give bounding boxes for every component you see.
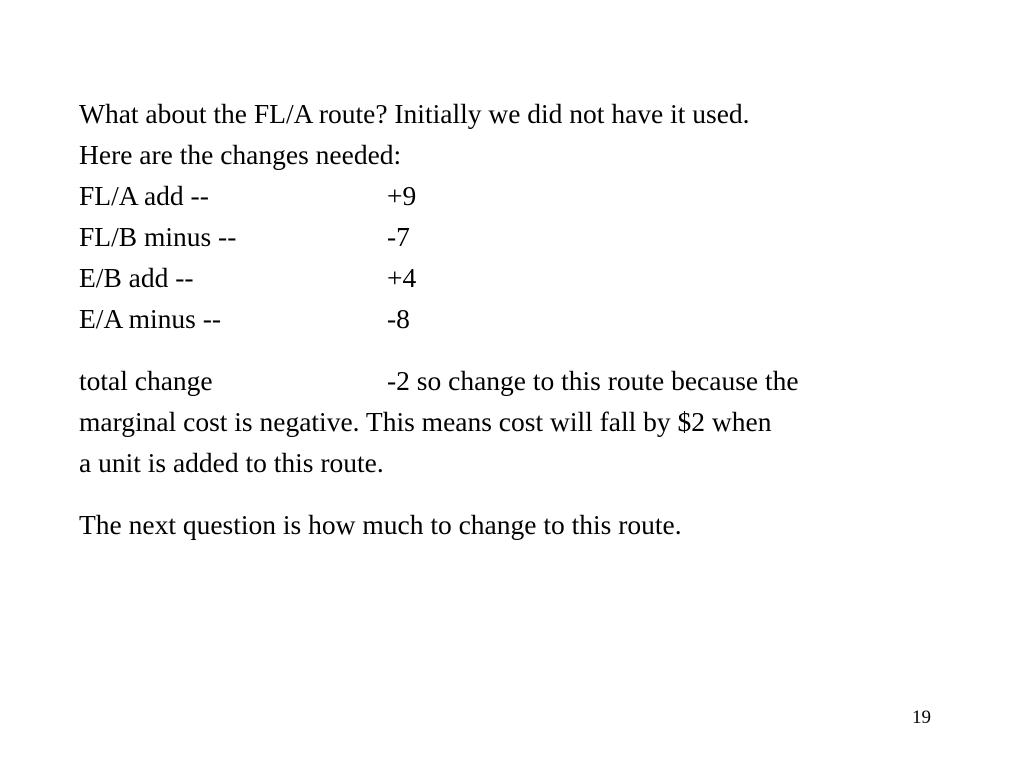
total-change-line-2: marginal cost is negative. This means cost will fall by $2 when — [79, 406, 772, 437]
change-value: -7 — [387, 221, 410, 252]
change-row-fl-a — [79, 175, 979, 216]
total-change-paragraph — [79, 360, 979, 483]
total-change-row — [79, 360, 979, 401]
change-row-e-b — [79, 257, 979, 298]
page-number: 19 — [912, 707, 931, 728]
change-label: E/A minus -- — [79, 303, 222, 334]
intro-line-2: Here are the changes needed: — [79, 139, 402, 170]
total-change-value: -2 so change to this route because the — [387, 365, 799, 396]
next-question-text: The next question is how much to change to this route. — [79, 509, 682, 540]
change-value: -8 — [387, 303, 410, 334]
total-change-line-3: a unit is added to this route. — [79, 447, 384, 478]
change-label: FL/A add -- — [79, 180, 209, 211]
change-row-fl-b — [79, 216, 979, 257]
total-change-label: total change — [79, 365, 213, 396]
change-value: +9 — [387, 180, 417, 211]
change-label: E/B add -- — [79, 262, 194, 293]
slide-content — [79, 93, 979, 545]
change-row-e-a — [79, 298, 979, 339]
intro-line-1: What about the FL/A route? Initially we did not have it used. — [79, 98, 750, 129]
change-label: FL/B minus -- — [79, 221, 237, 252]
change-value: +4 — [387, 262, 417, 293]
